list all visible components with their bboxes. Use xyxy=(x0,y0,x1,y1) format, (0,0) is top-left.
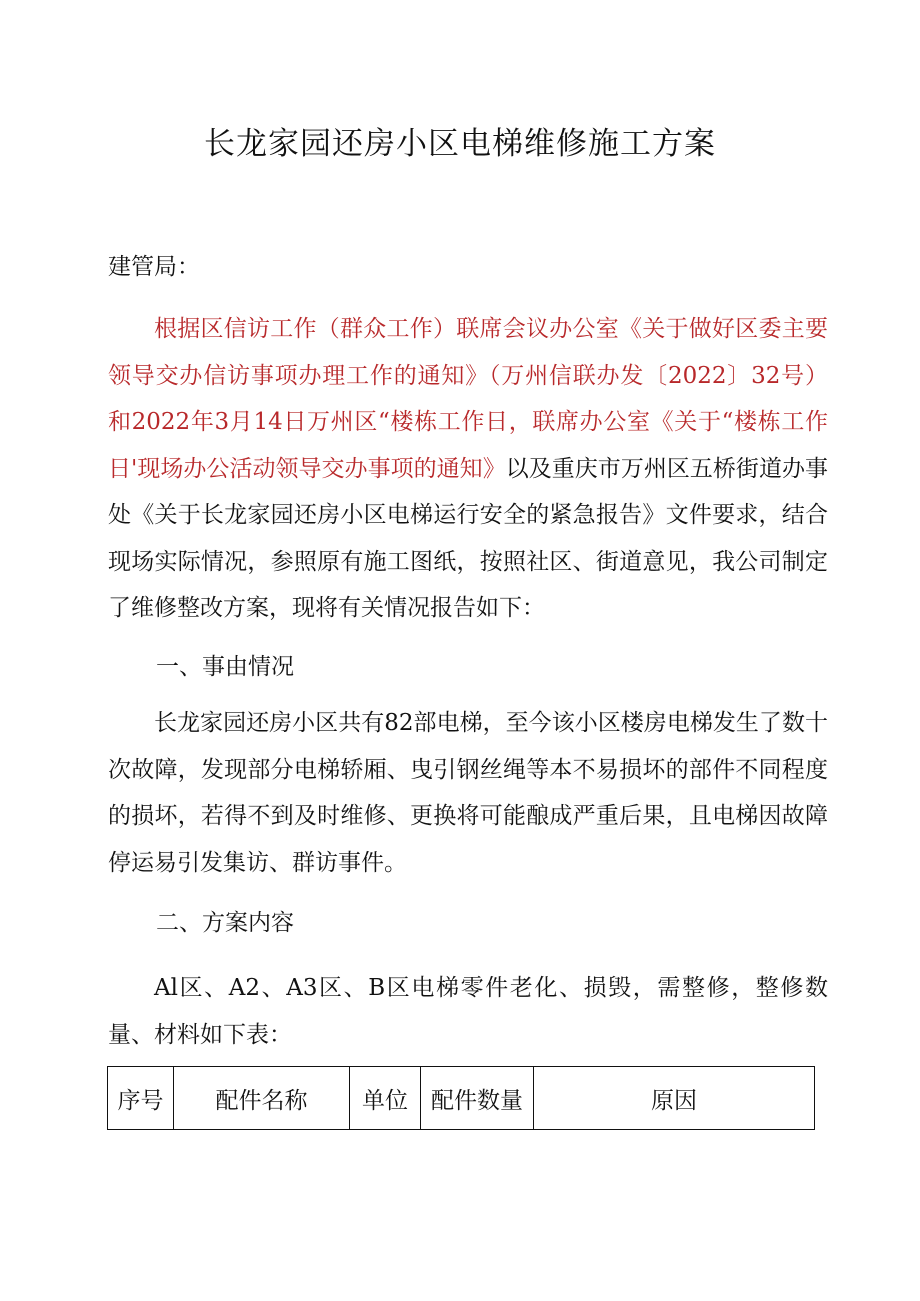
header-reason: 原因 xyxy=(534,1067,815,1130)
table-header-row xyxy=(108,1067,815,1130)
section-heading-2: 二、方案内容 xyxy=(156,910,294,936)
header-quantity: 配件数量 xyxy=(421,1067,534,1130)
addressee: 建管局： xyxy=(108,254,200,280)
intro-paragraph xyxy=(108,306,828,632)
document-title: 长龙家园还房小区电梯维修施工方案 xyxy=(204,126,716,162)
intro-red-text: 根据区信访工作（群众工作）联席会议办公室《关于做好区委主要领导交办信访事项办理工作的通知》（万州信联办发〔2022〕32号）和2022年3月14日万州区“楼栋工作日，联席办公室《关于“楼栋工作日'现场办公活动领导交办事项的通知》 xyxy=(108,316,828,482)
section-heading-1: 一、事由情况 xyxy=(156,654,294,680)
parts-table xyxy=(107,1066,815,1130)
header-unit: 单位 xyxy=(350,1067,421,1130)
header-index: 序号 xyxy=(108,1067,174,1130)
section-1-paragraph: 长龙家园还房小区共有82部电梯，至今该小区楼房电梯发生了数十次故障，发现部分电梯轿厢、曳引钢丝绳等本不易损坏的部件不同程度的损坏，若得不到及时维修、更换将可能酿成严重后果，且电梯因故障停运易引发集访、群访事件。 xyxy=(108,710,828,876)
header-part-name: 配件名称 xyxy=(174,1067,350,1130)
intro-black-text: 以及重庆市万州区五桥街道办事处《关于长龙家园还房小区电梯运行安全的紧急报告》文件要求，结合现场实际情况，参照原有施工图纸，按照社区、街道意见，我公司制定了维修整改方案，现将有关情况报告如下： xyxy=(108,455,829,621)
section-2-paragraph: Al区、A2、A3区、B区电梯零件老化、损毁，需整修，整修数量、材料如下表： xyxy=(108,975,828,1048)
